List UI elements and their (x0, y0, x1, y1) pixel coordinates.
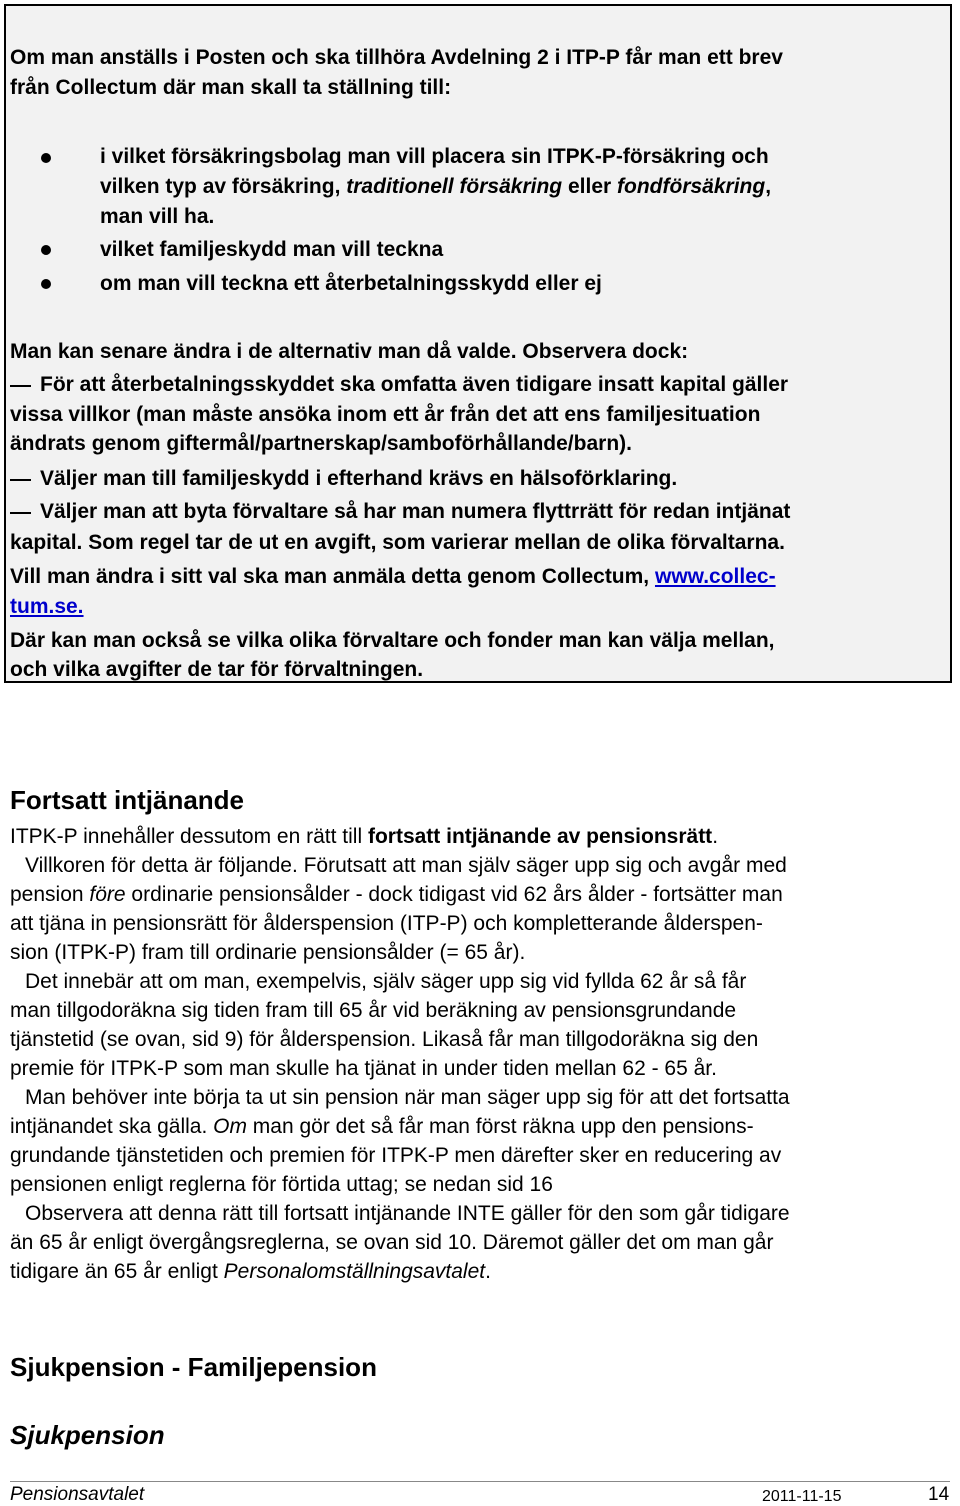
s1-p4-line-2: intjänandet ska gälla. Om man gör det så får man först räkna upp den pensions- (10, 1115, 754, 1138)
bullet-dot (41, 245, 51, 255)
dar-line-1: Där kan man också se vilka olika förvaltare och fonder man kan välja mellan, (10, 629, 775, 652)
page-number: 14 (928, 1484, 950, 1505)
dash-3-line-1: Väljer man att byta förvaltare så har man numera flyttrrätt för redan intjänat (40, 500, 791, 523)
dash-1-line-3: ändrats genom giftermål/partnerskap/samboförhållande/barn). (10, 432, 632, 455)
change-note: Man kan senare ändra i de alternativ man då valde. Observera dock: (10, 340, 689, 363)
dash-1-line-1: För att återbetalningsskyddet ska omfatta även tidigare insatt kapital gäller (40, 373, 789, 396)
collectum-note-line-2 (10, 594, 84, 620)
s1-p4-line-3: grundande tjänstetiden och premien för ITPK-P men därefter sker en reducering av (10, 1144, 782, 1167)
collectum-link[interactable]: www.collec- (654, 565, 776, 588)
dar-line-2: och vilka avgifter de tar för förvaltningen. (10, 658, 424, 681)
footer-date: 2011-11-15 (762, 1488, 842, 1505)
bullet-2: vilket familjeskydd man vill teckna (100, 238, 444, 261)
s1-p2-line-4: sion (ITPK-P) fram till ordinarie pensionsålder (= 65 år). (10, 941, 526, 964)
s1-p2-line-3: att tjäna in pensionsrätt för ålderspension (ITP-P) och kompletterande ålderspen- (10, 912, 763, 935)
s1-p5-line-3: tidigare än 65 år enligt Personalomställningsavtalet. (10, 1260, 491, 1283)
s1-p2-line-2: pension före ordinarie pensionsålder - dock tidigast vid 62 års ålder - fortsätter man (10, 883, 783, 906)
s1-p1: ITPK-P innehåller dessutom en rätt till fortsatt intjänande av pensionsrätt. (10, 825, 719, 848)
bullet-3: om man vill teckna ett återbetalningsskydd eller ej (100, 272, 602, 295)
s1-p3-line-3: tjänstetid (se ovan, sid 9) för ålderspension. Likaså får man tillgodoräkna sig den (10, 1028, 759, 1051)
bullet-1-line-3: man vill ha. (100, 205, 215, 228)
dash-mark (10, 512, 31, 514)
box-intro-line-1: Om man anställs i Posten och ska tillhöra Avdelning 2 i ITP-P får man ett brev (10, 46, 783, 69)
collectum-note-line-1: Vill man ändra i sitt val ska man anmäla detta genom Collectum, www.collec- (10, 565, 776, 588)
bullet-dot (41, 279, 51, 289)
section-heading-sjukpension-familjepension: Sjukpension - Familjepension (10, 1352, 377, 1382)
dash-mark (10, 479, 31, 481)
dash-3-line-2: kapital. Som regel tar de ut en avgift, som varierar mellan de olika förvaltarna. (10, 531, 785, 554)
bullet-1-line-1: i vilket försäkringsbolag man vill placera sin ITPK-P-försäkring och (100, 145, 769, 168)
subheading-sjukpension: Sjukpension (10, 1420, 165, 1450)
dash-mark (10, 385, 31, 387)
footer-title: Pensionsavtalet (10, 1484, 145, 1505)
s1-p3-line-2: man tillgodoräkna sig tiden fram till 65 år vid beräkning av pensionsgrundande (10, 999, 737, 1022)
section-heading-fortsatt: Fortsatt intjänande (10, 785, 245, 815)
bullet-dot (41, 153, 51, 163)
s1-p4-line-1: Man behöver inte börja ta ut sin pension när man säger upp sig för att det fortsatta (25, 1086, 790, 1109)
s1-p5-line-1: Observera att denna rätt till fortsatt intjänande INTE gäller för den som går tidigare (25, 1202, 790, 1225)
footer-divider (10, 1481, 950, 1482)
s1-p4-line-4: pensionen enligt reglerna för förtida uttag; se nedan sid 16 (10, 1173, 553, 1196)
s1-p2-line-1: Villkoren för detta är följande. Förutsatt att man själv säger upp sig och avgår med (25, 854, 787, 877)
s1-p3-line-4: premie för ITPK-P som man skulle ha tjänat in under tiden mellan 62 - 65 år. (10, 1057, 717, 1080)
dash-2: Väljer man till familjeskydd i efterhand krävs en hälsoförklaring. (40, 467, 678, 490)
s1-p3-line-1: Det innebär att om man, exempelvis, själv säger upp sig vid fyllda 62 år så får (25, 970, 747, 993)
box-intro-line-2: från Collectum där man skall ta ställning till: (10, 76, 452, 99)
collectum-link-cont[interactable]: tum.se. (10, 595, 84, 618)
dash-1-line-2: vissa villkor (man måste ansöka inom ett år från det att ens familjesituation (10, 403, 761, 426)
s1-p5-line-2: än 65 år enligt övergångsreglerna, se ovan sid 10. Däremot gäller det om man går (10, 1231, 774, 1254)
bullet-1-line-2: vilken typ av försäkring, traditionell försäkring eller fondförsäkring, (100, 175, 772, 198)
